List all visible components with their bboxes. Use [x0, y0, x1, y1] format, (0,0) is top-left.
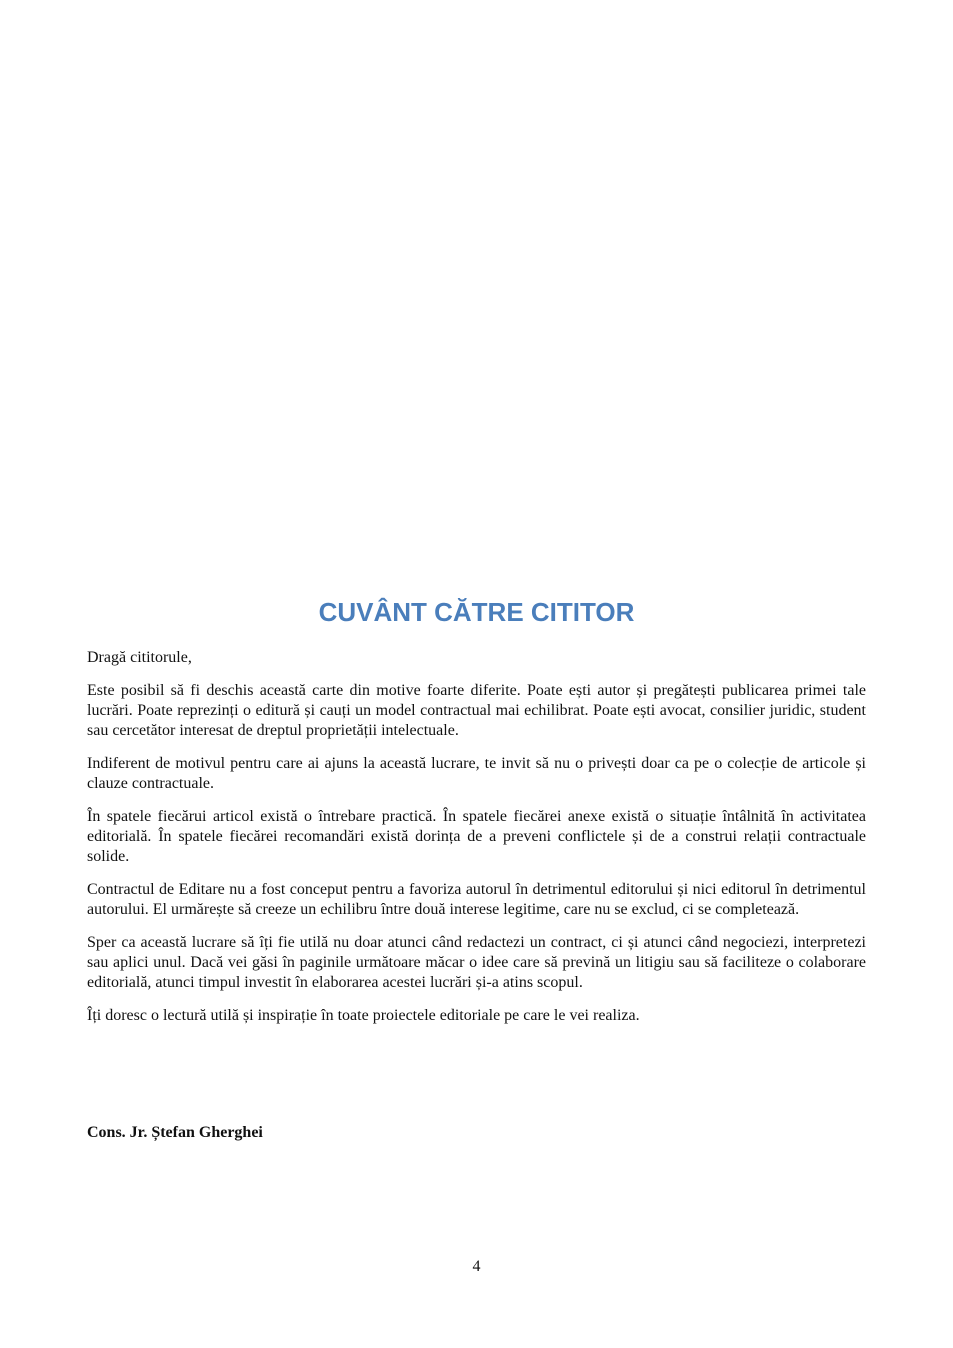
paragraph-2: Indiferent de motivul pentru care ai ajuns la această lucrare, te invit să nu o privești doar ca pe o colecție de articole și clauze contractuale.	[87, 755, 866, 792]
salutation: Dragă cititorule,	[87, 649, 192, 666]
page-title: CUVÂNT CĂTRE CITITOR	[318, 597, 635, 627]
paragraph-6: Îți doresc o lectură utilă și inspirație în toate proiectele editoriale pe care le vei realiza.	[87, 1007, 640, 1024]
paragraph-1: Este posibil să fi deschis această carte din motive foarte diferite. Poate ești autor și pregătești publicarea primei tale lucrări. Poate reprezinți o editură și cauți un model contractual mai echilibrat. Poate ești avocat, consilier juridic, student sau cercetător interesat de dreptul proprietății intelectuale.	[87, 682, 866, 739]
author-signature: Cons. Jr. Ștefan Gherghei	[87, 1124, 263, 1141]
letter-body	[87, 648, 866, 1039]
paragraph-5: Sper ca această lucrare să îți fie utilă nu doar atunci când redactezi un contract, ci și atunci când negociezi, interpretezi sau aplici unul. Dacă vei găsi în paginile următoare măcar o idee care să prevină un litigiu sau să faciliteze o colaborare editorială, atunci timpul investit în elaborarea acestei lucrări și-a atins scopul.	[87, 934, 866, 991]
paragraph-3: În spatele fiecărui articol există o întrebare practică. În spatele fiecărei anexe există o situație întâlnită în activitatea editorială. În spatele fiecărei recomandări există dorința de a preveni conflictele și de a construi relații contractuale solide.	[87, 808, 866, 865]
paragraph-4: Contractul de Editare nu a fost conceput pentru a favoriza autorul în detrimentul editorului și nici editorul în detrimentul autorului. El urmărește să creeze un echilibru între două interese legitime, care nu se exclud, ci se completează.	[87, 881, 866, 918]
page-number: 4	[472, 1258, 481, 1275]
